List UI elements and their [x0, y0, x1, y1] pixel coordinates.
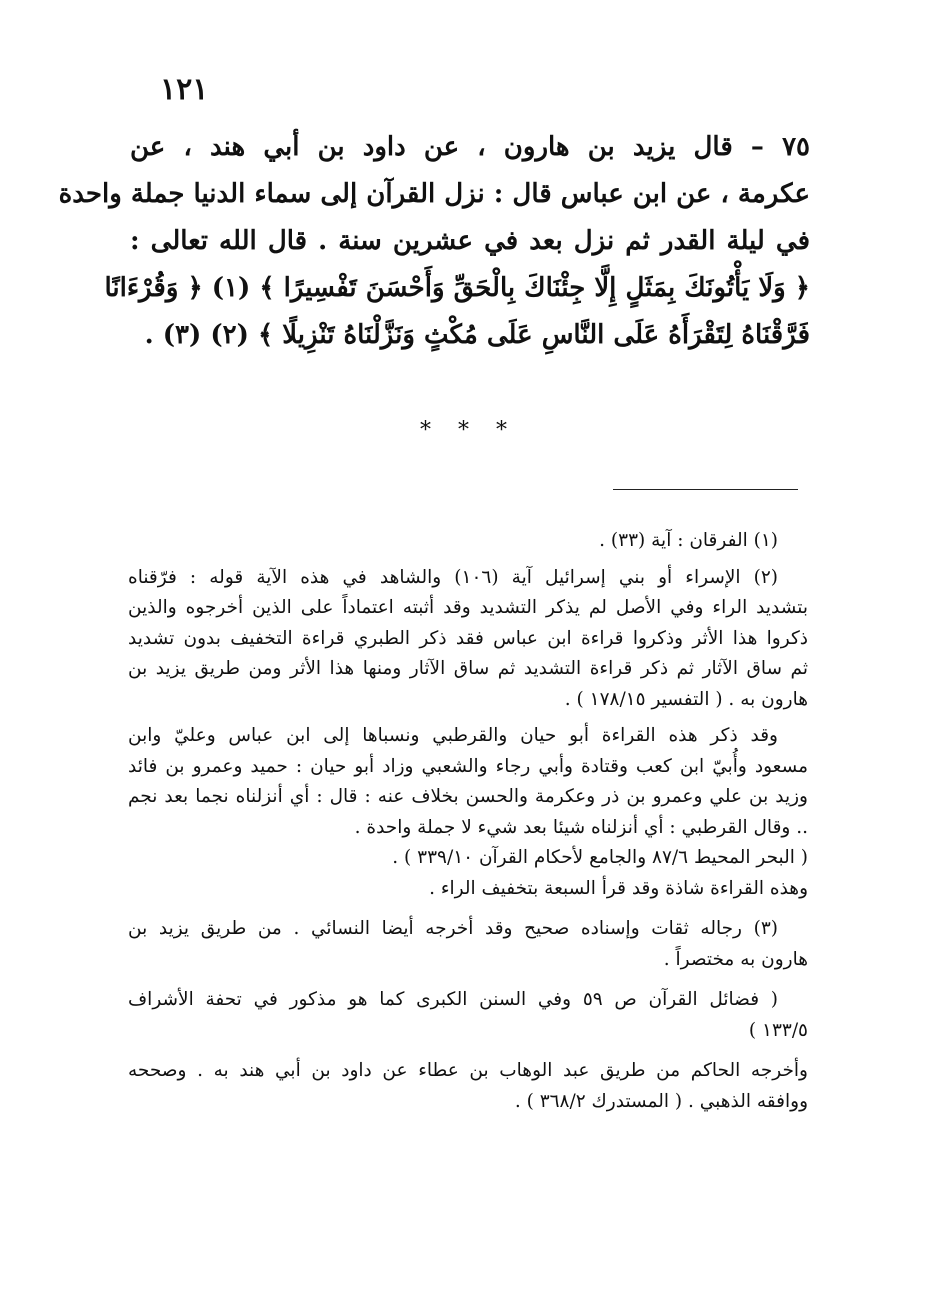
quran-verse-line: فَرَّقْنَاهُ لِتَقْرَأَهُ عَلَى النَّاسِ عَلَى مُكْثٍ وَنَزَّلْنَاهُ تَنْزِيلًا ﴾ (٢) (٣) . [144, 320, 810, 350]
footnote-2-reference: ( البحر المحيط ٨٧/٦ والجامع لأحكام القرآن ٣٣٩/١٠ ) . [392, 847, 808, 868]
hadith-text [58, 124, 810, 359]
footnote-2-line: ذكروا هذا الأثر وذكروا قراءة ابن عباس فقد ذكر الطبري قراءة التخفيف بدون تشديد [128, 627, 808, 649]
section-separator: * * * [420, 418, 517, 443]
page-number: ١٢١ [160, 72, 209, 107]
footnote-3-paragraph-line: ووافقه الذهبي . ( المستدرك ٣٦٨/٢ ) . [514, 1090, 808, 1112]
hadith-line: عكرمة ، عن ابن عباس قال : نزل القرآن إلى سماء الدنيا جملة واحدة [58, 179, 810, 209]
footnote-2-line: بتشديد الراء وفي الأصل لم يذكر التشديد وقد أثبته اعتماداً على الذين أخرجوه والذين [128, 597, 808, 618]
footnote-2-paragraph-line: وقد ذكر هذه القراءة أبو حيان والقرطبي ونسباها إلى ابن عباس وعليّ وابن [128, 725, 778, 746]
footnote-2-paragraph-line: وزيد بن علي وعمرو بن ذر وعكرمة والحسن بخلاف عنه : قال : أي أنزلناه نجما بعد نجم [128, 786, 808, 807]
quran-verse-line: ﴿ وَلَا يَأْتُونَكَ بِمَثَلٍ إِلَّا جِئْنَاكَ بِالْحَقِّ وَأَحْسَنَ تَفْسِيرًا ﴾ (١) ﴿ وَقُرْءَانًا [104, 273, 810, 303]
footnote-3-line: (٣) رجاله ثقات وإسناده صحيح وقد أخرجه أيضا النسائي . من طريق يزيد بن [128, 918, 778, 939]
footnotes [128, 526, 808, 1117]
footnote-2-paragraph-line: مسعود وأُبيّ ابن كعب وقتادة وأبي رجاء والشعبي وزاد أبو حيان : حميد وعمرو بن فائد [128, 755, 808, 777]
footnote-2-line: (٢) الإسراء أو بني إسرائيل آية (١٠٦) والشاهد في هذه الآية قوله : فرّقناه [128, 566, 779, 588]
footnote-2-line: ثم ساق الآثار ثم ذكر قراءة التشديد ثم ساق الآثار ومنها هذا الأثر ومن طريق يزيد بن [128, 658, 808, 679]
footnote-2-line: هارون به . ( التفسير ١٧٨/١٥ ) . [564, 688, 808, 710]
hadith-line: ٧٥ – قال يزيد بن هارون ، عن داود بن أبي هند ، عن [130, 132, 810, 162]
footnote-3-reference-line: ١٣٣/٥ ) [748, 1019, 808, 1041]
footnote-divider [613, 489, 798, 490]
footnote-2-paragraph-line: وهذه القراءة شاذة وقد قرأ السبعة بتخفيف الراء . [429, 877, 808, 899]
footnote-1: (١) الفرقان : آية (٣٣) . [599, 530, 778, 551]
footnote-2-paragraph-line: .. وقال القرطبي : أي أنزلناه شيئا بعد شيء لا جملة واحدة . [354, 816, 808, 838]
footnote-3-paragraph-line: وأخرجه الحاكم من طريق عبد الوهاب بن عطاء عن داود بن أبي هند به . وصححه [128, 1060, 808, 1081]
hadith-line: في ليلة القدر ثم نزل بعد في عشرين سنة . قال الله تعالى : [130, 226, 810, 256]
footnote-3-reference-line: ( فضائل القرآن ص ٥٩ وفي السنن الكبرى كما هو مذكور في تحفة الأشراف [128, 989, 778, 1010]
footnote-3-line: هارون به مختصراً . [663, 948, 808, 970]
